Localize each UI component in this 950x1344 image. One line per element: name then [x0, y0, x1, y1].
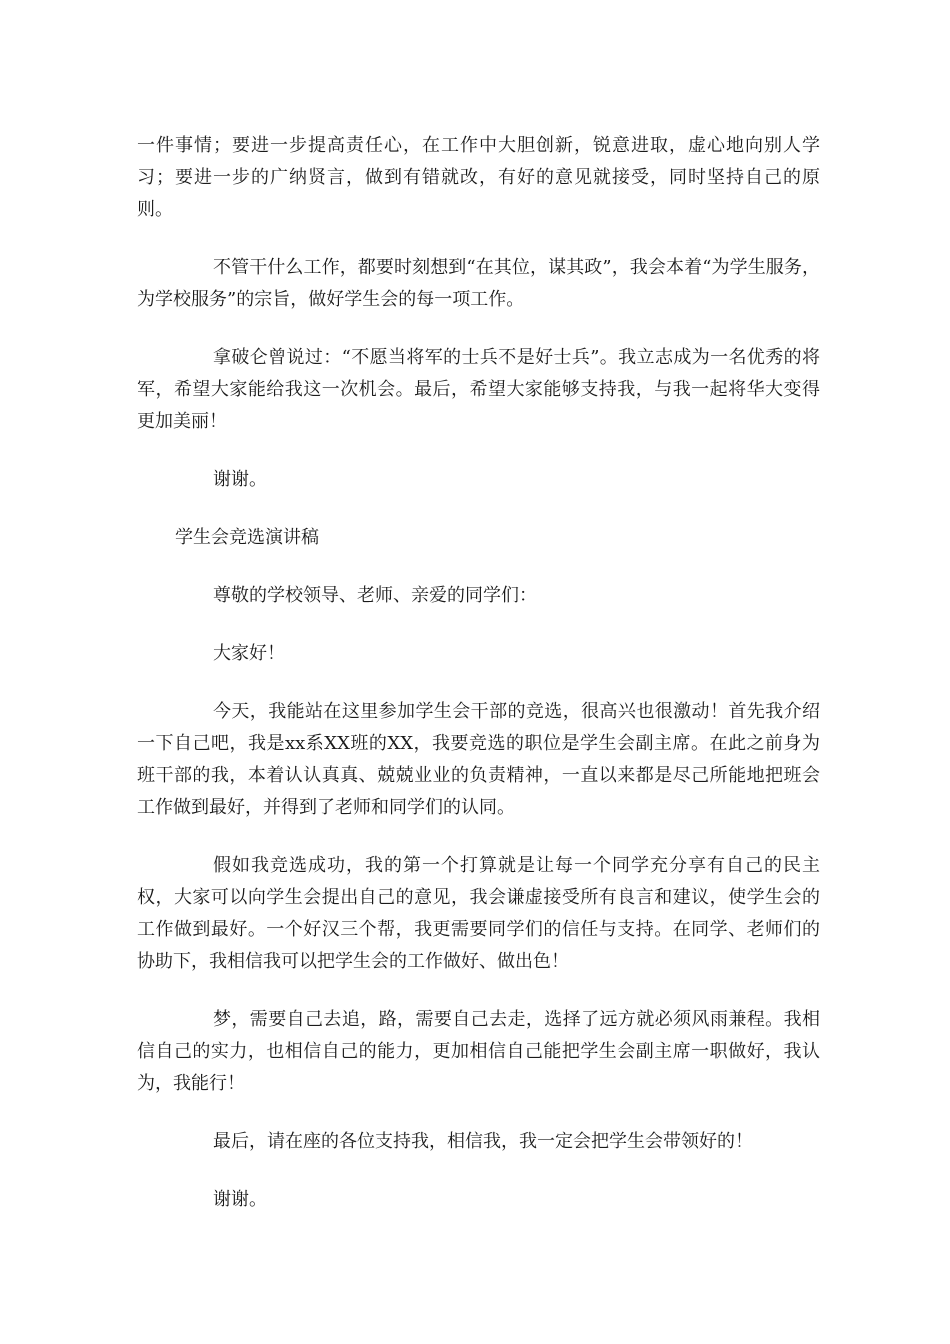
paragraph-dream: 梦，需要自己去追，路，需要自己去走，选择了远方就必须风雨兼程。我相信自己的实力，也相信自己的能力，更加相信自己能把学生会副主席一职做好，我认为，我能行！ — [137, 1009, 820, 1094]
paragraph-greeting: 大家好！ — [213, 643, 285, 664]
paragraph-introduction: 今天，我能站在这里参加学生会干部的竞选，很高兴也很激动！首先我介绍一下自己吧，我是xx系XX班的XX，我要竞选的职位是学生会副主席。在此之前身为班干部的我，本着认认真真、兢兢业业的负责精神，一直以来都是尽己所能地把班会工作做到最好，并得到了老师和同学们的认同。 — [137, 701, 820, 818]
paragraph-napoleon-quote: 拿破仑曾说过：“不愿当将军的士兵不是好士兵”。我立志成为一名优秀的将军，希望大家能给我这一次机会。最后，希望大家能够支持我，与我一起将华大变得更加美丽！ — [137, 347, 820, 432]
paragraph-plan: 假如我竞选成功，我的第一个打算就是让每一个同学充分享有自己的民主权，大家可以向学生会提出自己的意见，我会谦虚接受所有良言和建议，使学生会的工作做到最好。一个好汉三个帮，我更需要同学们的信任与支持。在同学、老师们的协助下，我相信我可以把学生会的工作做好、做出色！ — [137, 855, 820, 972]
document-body — [137, 130, 820, 1242]
paragraph-closing: 最后，请在座的各位支持我，相信我，我一定会把学生会带领好的！ — [213, 1131, 753, 1152]
paragraph-thanks-1: 谢谢。 — [213, 469, 267, 490]
paragraph-thanks-2: 谢谢。 — [213, 1189, 267, 1210]
paragraph-salutation: 尊敬的学校领导、老师、亲爱的同学们： — [213, 585, 537, 606]
speech-title: 学生会竞选演讲稿 — [175, 527, 319, 548]
paragraph-continuation: 一件事情；要进一步提高责任心，在工作中大胆创新，锐意进取，虚心地向别人学习；要进一步的广纳贤言，做到有错就改，有好的意见就接受，同时坚持自己的原则。 — [137, 135, 820, 220]
paragraph-duty: 不管干什么工作，都要时刻想到“在其位，谋其政”，我会本着“为学生服务，为学校服务”的宗旨，做好学生会的每一项工作。 — [137, 257, 820, 310]
